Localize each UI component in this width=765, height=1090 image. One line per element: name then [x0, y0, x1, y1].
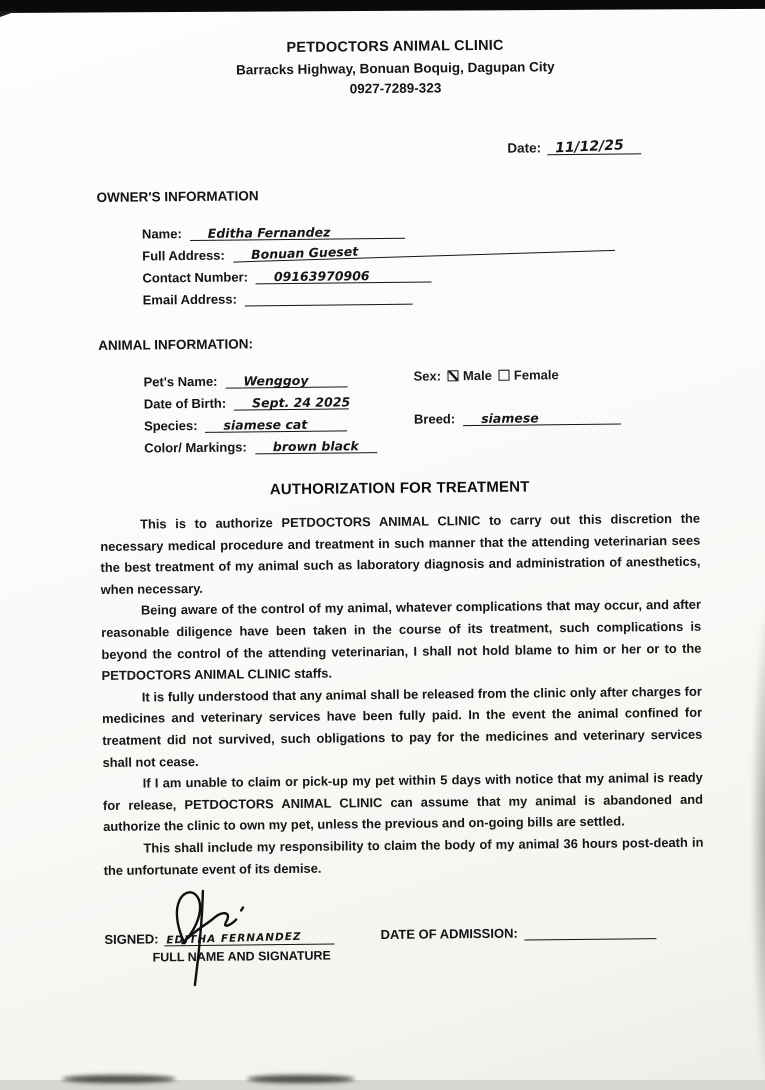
scan-shadow-right — [751, 600, 765, 1090]
color-markings-field — [255, 434, 377, 454]
color-markings-label: Color/ Markings: — [144, 439, 247, 456]
male-checkbox — [448, 370, 459, 381]
breed-row — [414, 403, 621, 427]
scan-smudge — [247, 1075, 355, 1083]
species-label: Species: — [143, 417, 198, 434]
animal-info-fields — [143, 362, 699, 456]
birth-date-label: Date of Birth: — [143, 395, 227, 412]
breed-field — [463, 406, 621, 427]
owner-name-field — [190, 220, 405, 241]
pet-name-field — [225, 368, 347, 388]
owner-info-fields — [142, 214, 698, 308]
pet-name-label: Pet's Name: — [143, 373, 218, 390]
date-row — [96, 133, 641, 160]
date-value-handwritten: 11/12/25 — [554, 137, 625, 157]
species-value-handwritten: siamese cat — [223, 416, 308, 433]
form-page — [95, 36, 705, 965]
signature-field — [164, 926, 334, 947]
scan-smudge — [62, 1075, 176, 1083]
scan-edge-corner — [0, 11, 17, 17]
signed-name-handwritten: EDITHA FERNANDEZ — [166, 930, 302, 947]
signature-caption: FULL NAME AND SIGNATURE — [152, 948, 331, 965]
authorization-paragraph: This is to authorize PETDOCTORS ANIMAL CLINIC to carry out this discretion the necessary medical procedure and treatment in such manner that the attending veterinarian sees the best treatment of my animal such as laboratory diagnosis and administration of anesthetics, when necessary. — [100, 510, 701, 597]
signed-area — [104, 926, 335, 965]
date-field — [547, 133, 641, 155]
female-label: Female — [513, 366, 559, 383]
owner-info-title: OWNER'S INFORMATION — [96, 188, 259, 205]
owner-address-label: Full Address: — [142, 247, 225, 264]
clinic-header — [95, 36, 696, 99]
authorization-paragraph: If I am unable to claim or pick-up my pet within 5 days with notice that my animal is ready for release, PETDOCTORS ANIMAL CLINIC can assume that my animal is abandoned and authorize the clinic to own my pet, unless the previous and on-going bills are settled. — [102, 769, 704, 835]
authorization-paragraph: It is fully understood that any animal shall be released from the clinic only after charges for medicines and veterinary services have been fully paid. In the event the animal confined for treatment did not survived, such obligations to pay for the medicines and veterinary services shall not cease. — [102, 683, 703, 770]
authorization-body — [100, 508, 704, 881]
clinic-name: PETDOCTORS ANIMAL CLINIC — [286, 37, 504, 56]
authorization-title: AUTHORIZATION FOR TREATMENT — [269, 478, 530, 499]
owner-email-label: Email Address: — [142, 291, 237, 308]
owner-contact-field — [256, 263, 432, 284]
sex-label: Sex: — [413, 367, 442, 384]
sex-row — [413, 363, 558, 387]
female-checkbox — [499, 369, 510, 380]
clinic-address: Barracks Highway, Bonuan Boquig, Dagupan City — [235, 59, 555, 78]
admission-label: DATE OF ADMISSION: — [380, 925, 518, 943]
admission-area — [380, 922, 657, 962]
owner-contact-label: Contact Number: — [142, 269, 248, 286]
owner-contact-value-handwritten: 09163970906 — [273, 268, 370, 285]
owner-address-value-handwritten: Bonuan Gueset — [250, 243, 358, 263]
clinic-phone: 0927-7289-323 — [349, 80, 442, 97]
admission-date-field — [525, 922, 657, 940]
birth-date-value-handwritten: Sept. 24 2025 — [252, 394, 351, 411]
signature-block — [104, 922, 704, 965]
signed-label: SIGNED: — [104, 931, 159, 948]
birth-date-field — [234, 390, 349, 410]
scan-edge-top — [0, 0, 765, 13]
authorization-paragraph: Being aware of the control of my animal, whatever complications that may occur, and after reasonable diligence have been taken in the course of its treatment, such complications is beyond the control of the attending veterinarian, I shall not hold blame to him or her or to the PETDOCTORS ANIMAL CLINIC staffs. — [101, 597, 702, 684]
animal-info-title: ANIMAL INFORMATION: — [98, 336, 253, 353]
breed-label: Breed: — [413, 411, 456, 427]
owner-email-field — [245, 286, 413, 307]
date-label: Date: — [507, 140, 542, 156]
male-label: Male — [462, 367, 492, 383]
authorization-paragraph: This shall include my responsibility to claim the body of my animal 36 hours post-death in the unfortunate event of its demise. — [103, 834, 704, 878]
breed-value-handwritten: siamese — [481, 410, 539, 426]
pet-name-value-handwritten: Wenggoy — [243, 372, 309, 389]
owner-name-value-handwritten: Editha Fernandez — [207, 224, 331, 241]
color-markings-value-handwritten: brown black — [272, 438, 359, 455]
species-field — [205, 412, 347, 432]
owner-name-label: Name: — [141, 226, 182, 242]
